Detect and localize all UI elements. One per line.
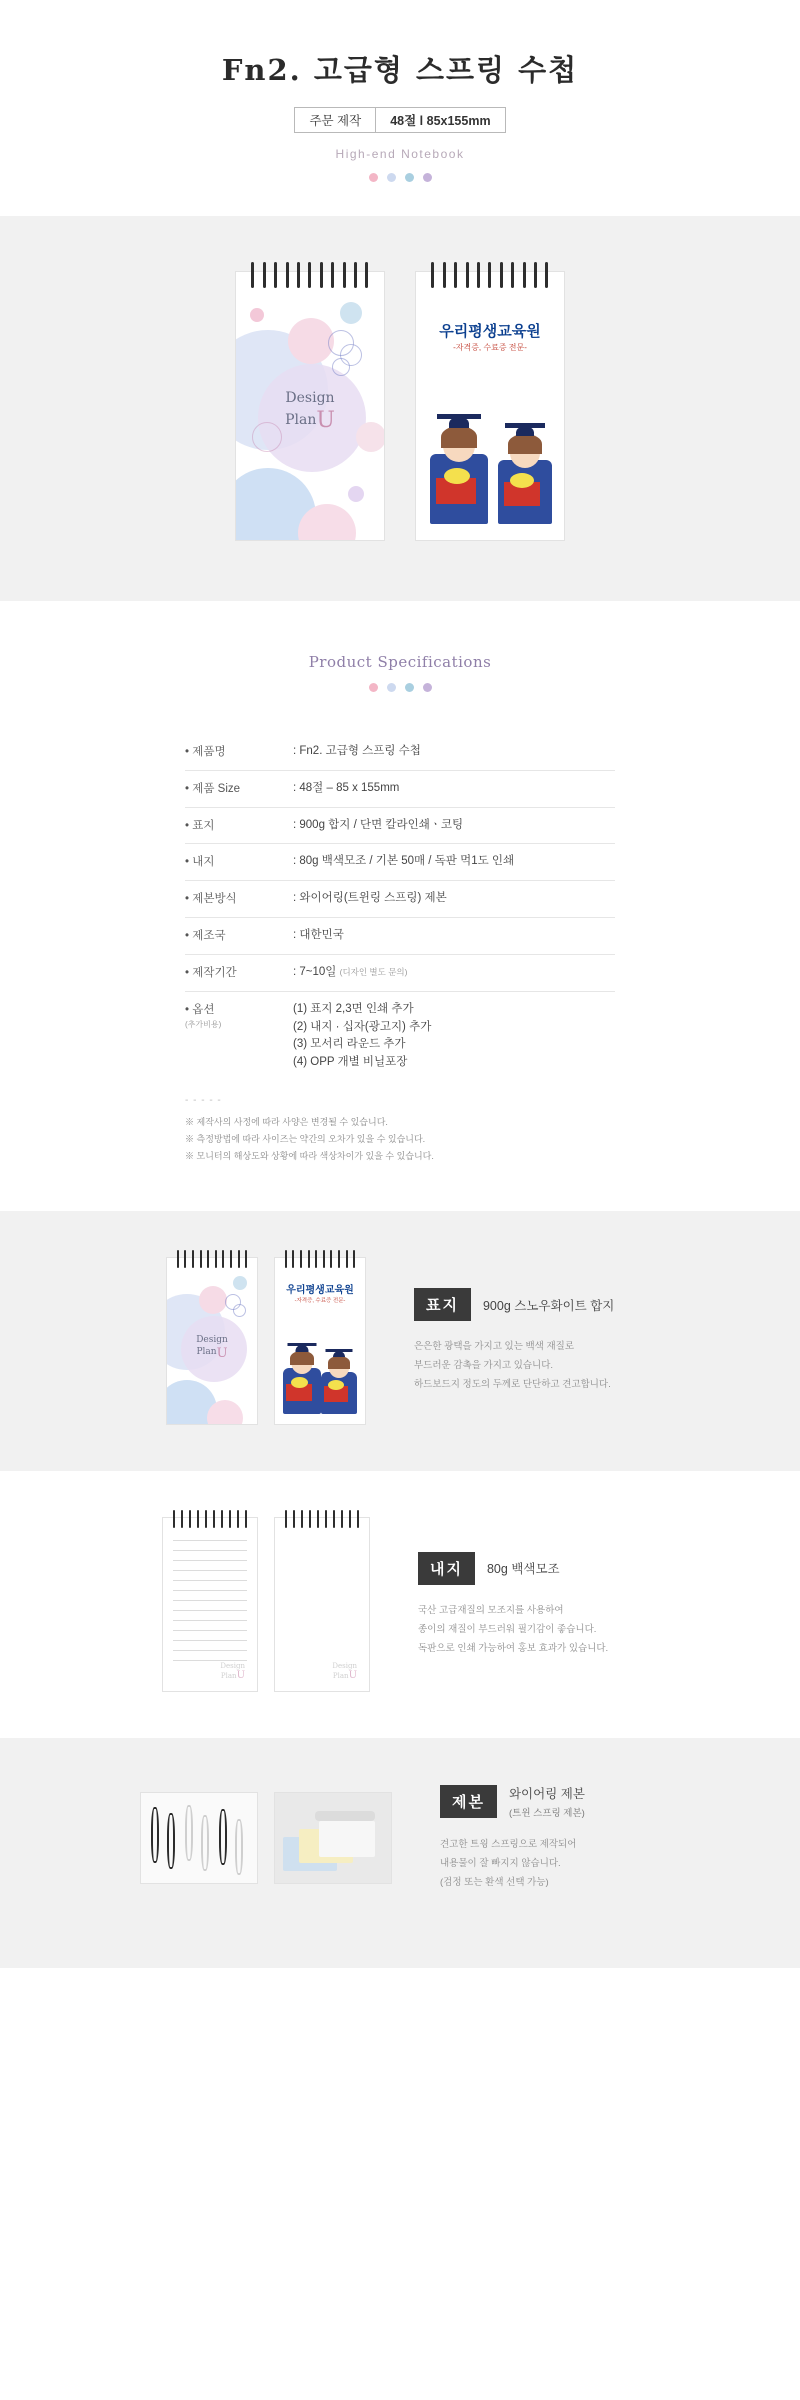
spec-key: • 제품 Size bbox=[185, 782, 241, 795]
pad-coil-top bbox=[315, 1811, 375, 1821]
logo-line-1: Design bbox=[285, 389, 335, 406]
spec-section-title: Product Specifications bbox=[308, 653, 492, 671]
logo-line-2: Plan bbox=[196, 1346, 217, 1357]
desc-line: 내용물이 잘 빠지지 않습니다. bbox=[440, 1858, 561, 1870]
feature-label-text: 와이어링 제본 bbox=[508, 1787, 585, 1802]
table-row bbox=[185, 881, 615, 918]
spec-value: : 48절 – 85 x 155mm bbox=[293, 781, 400, 794]
spec-dots bbox=[0, 683, 800, 692]
dot-2 bbox=[387, 173, 396, 182]
dot-3 bbox=[405, 683, 414, 692]
feature-description bbox=[414, 1337, 634, 1394]
status-badge: 표지 bbox=[414, 1288, 471, 1321]
notebook-inner-blank bbox=[274, 1517, 370, 1692]
spec-key-sub: (추가비용) bbox=[185, 1019, 222, 1029]
dot-1 bbox=[369, 173, 378, 182]
dot-3 bbox=[405, 173, 414, 182]
feature-label bbox=[487, 1559, 560, 1577]
feature-label bbox=[509, 1784, 585, 1819]
footer-spacer bbox=[0, 1938, 800, 1968]
page-watermark bbox=[220, 1663, 245, 1682]
feature-label-small: (트윈 스프링 제본) bbox=[508, 1808, 585, 1820]
inner-page-lined bbox=[162, 1517, 258, 1692]
feature-binding-band bbox=[0, 1738, 800, 1938]
spec-key: • 옵션 (추가비용) bbox=[185, 1001, 293, 1030]
cover-sample-art bbox=[415, 271, 565, 541]
feature-binding-images bbox=[140, 1792, 392, 1884]
note-line: ※ 모니터의 해상도와 상황에 따라 색상차이가 있을 수 있습니다. bbox=[185, 1151, 434, 1162]
spec-key-text: 제품명 bbox=[192, 746, 226, 758]
logo-line-1: Design bbox=[332, 1661, 357, 1670]
feature-binding-text bbox=[440, 1784, 660, 1892]
hero-covers bbox=[0, 216, 800, 601]
table-row bbox=[185, 918, 615, 955]
dot-4 bbox=[423, 173, 432, 182]
spec-pill-right: 48절 l 85x155mm bbox=[390, 114, 491, 128]
dot-2 bbox=[387, 683, 396, 692]
feature-inner-heading bbox=[418, 1552, 638, 1585]
feature-description bbox=[418, 1601, 638, 1658]
cover-design-art bbox=[166, 1257, 258, 1425]
desc-line: 견고한 트윙 스프링으로 제작되어 bbox=[440, 1839, 577, 1851]
spec-value: : 대한민국 bbox=[293, 929, 344, 942]
logo-u: U bbox=[236, 1670, 245, 1682]
desc-line: 국산 고급재질의 모조지를 사용하여 bbox=[418, 1604, 564, 1616]
spec-key-text: 내지 bbox=[192, 856, 215, 869]
table-row bbox=[185, 955, 615, 992]
logo-line-1: Design bbox=[196, 1334, 228, 1345]
desc-line: 은은한 광택을 가지고 있는 백색 재질로 bbox=[414, 1341, 575, 1353]
graduate-illustration bbox=[275, 1323, 365, 1414]
spec-key: • 표지 bbox=[185, 819, 215, 832]
sample-cover-title: 우리평생교육원 bbox=[439, 323, 541, 341]
spec-key: • 제작기간 bbox=[185, 966, 237, 979]
feature-inner-band bbox=[0, 1471, 800, 1738]
desc-line: 독판으로 인쇄 가능하여 홍보 효과가 있습니다. bbox=[418, 1642, 609, 1654]
notebook-inner-lined bbox=[162, 1517, 258, 1692]
desc-line: (검정 또는 환색 선택 가능) bbox=[440, 1877, 549, 1889]
note-line: ※ 측정방법에 따라 사이즈는 약간의 오차가 있을 수 있습니다. bbox=[185, 1134, 426, 1145]
feature-inner-images bbox=[162, 1517, 370, 1692]
cover-sample-art bbox=[274, 1257, 366, 1425]
feature-cover-images bbox=[166, 1257, 366, 1425]
graduate-figure-left bbox=[281, 1330, 323, 1414]
spec-table bbox=[185, 734, 615, 1081]
spec-key: • 내지 bbox=[185, 856, 215, 869]
feature-description bbox=[440, 1835, 660, 1892]
page-watermark bbox=[332, 1663, 357, 1682]
feature-label-text: 900g 스노우화이트 합지 bbox=[482, 1298, 615, 1313]
logo-line-1: Design bbox=[220, 1661, 245, 1670]
feature-inner bbox=[0, 1471, 800, 1738]
design-plan-logo bbox=[236, 390, 384, 435]
feature-label bbox=[483, 1296, 614, 1314]
desc-line: 하드보드지 정도의 두께로 단단하고 견고합니다. bbox=[414, 1379, 611, 1391]
spec-key-text: 표지 bbox=[192, 819, 215, 832]
photo-wire-coils bbox=[140, 1792, 258, 1884]
spec-key-text: 제본방식 bbox=[192, 893, 237, 906]
spec-option-list bbox=[293, 1001, 615, 1072]
spec-value: : 80g 백색모조 / 기본 50매 / 독판 먹1도 인쇄 bbox=[293, 855, 515, 868]
spec-value: : Fn2. 고급형 스프링 수첩 bbox=[293, 745, 421, 757]
header-dots bbox=[0, 173, 800, 182]
graduate-illustration bbox=[416, 377, 564, 524]
note-line: ※ 제작사의 사정에 따라 사양은 변경될 수 있습니다. bbox=[185, 1116, 388, 1127]
graduate-figure-right bbox=[496, 404, 554, 524]
feature-inner-text bbox=[418, 1552, 638, 1658]
feature-binding bbox=[0, 1738, 800, 1938]
sample-cover-subtitle: -자격증, 수료증 전문- bbox=[453, 342, 527, 352]
sample-cover-subtitle: -자격증, 수료증 전문- bbox=[294, 1298, 346, 1305]
table-row bbox=[185, 992, 615, 1081]
pad-white bbox=[319, 1821, 375, 1857]
product-specifications bbox=[0, 601, 800, 1211]
logo-u: U bbox=[348, 1670, 357, 1682]
graduate-figure-right bbox=[319, 1334, 359, 1414]
notebook-design-cover-small bbox=[166, 1257, 258, 1425]
table-row bbox=[185, 734, 615, 771]
spec-value-note: (디자인 별도 문의) bbox=[339, 966, 408, 977]
photo-bound-notebooks bbox=[274, 1792, 392, 1884]
spec-value bbox=[293, 964, 615, 982]
dot-4 bbox=[423, 683, 432, 692]
page-lines bbox=[173, 1540, 247, 1670]
spec-key: • 제본방식 bbox=[185, 893, 237, 906]
status-badge: 내지 bbox=[418, 1552, 475, 1585]
list-item: (2) 내지 · 십자(광고지) 추가 bbox=[293, 1020, 432, 1033]
feature-label-text: 80g 백색모조 bbox=[486, 1562, 560, 1577]
feature-cover-heading bbox=[414, 1288, 634, 1321]
table-row bbox=[185, 771, 615, 808]
page-title: Fn2. 고급형 스프링 수첩 bbox=[221, 53, 579, 87]
spec-key: • 제품명 bbox=[185, 746, 226, 758]
spec-value: : 900g 합지 / 단면 칼라인쇄ㆍ코팅 bbox=[293, 818, 464, 831]
notebook-sample-cover-small bbox=[274, 1257, 366, 1425]
list-item: (3) 모서리 라운드 추가 bbox=[293, 1038, 406, 1051]
page-subtitle: High-end Notebook bbox=[335, 147, 465, 161]
logo-u: U bbox=[316, 408, 335, 434]
spec-pill bbox=[294, 107, 505, 133]
sample-cover-title: 우리평생교육원 bbox=[286, 1285, 354, 1297]
spec-key-text: 제조국 bbox=[192, 930, 226, 943]
feature-cover-band bbox=[0, 1211, 800, 1471]
list-item: (4) OPP 개별 비닐포장 bbox=[293, 1056, 408, 1069]
hero-band bbox=[0, 216, 800, 601]
feature-binding-heading bbox=[440, 1784, 660, 1819]
spec-key-text: 옵션 bbox=[192, 1003, 215, 1016]
table-row bbox=[185, 808, 615, 845]
list-item: (1) 표지 2,3면 인쇄 추가 bbox=[293, 1002, 414, 1015]
desc-line: 부드러운 감촉을 가지고 있습니다. bbox=[414, 1360, 554, 1372]
cover-design-art bbox=[235, 271, 385, 541]
spec-key-text: 제작기간 bbox=[192, 966, 237, 979]
logo-line-2: Plan bbox=[332, 1672, 349, 1681]
dot-1 bbox=[369, 683, 378, 692]
design-plan-logo bbox=[167, 1335, 257, 1363]
spec-band bbox=[0, 601, 800, 1211]
spec-notes bbox=[185, 1114, 615, 1165]
spec-key-text: 제품 Size bbox=[192, 782, 241, 795]
table-row bbox=[185, 844, 615, 881]
spec-pill-left: 주문 제작 bbox=[295, 108, 376, 132]
feature-cover-text bbox=[414, 1288, 634, 1394]
spec-value-text: : 7~10일 bbox=[293, 965, 337, 978]
spec-value: : 와이어링(트윈링 스프링) 제본 bbox=[293, 892, 447, 905]
notebook-design-cover bbox=[235, 271, 385, 541]
spec-key: • 제조국 bbox=[185, 930, 226, 943]
desc-line: 종이의 재질이 부드러워 필기감이 좋습니다. bbox=[418, 1623, 597, 1635]
graduate-figure-left bbox=[428, 396, 490, 524]
logo-u: U bbox=[216, 1345, 228, 1361]
spec-divider: - - - - - bbox=[185, 1094, 222, 1106]
notebook-sample-cover bbox=[415, 271, 565, 541]
page-header bbox=[0, 0, 800, 216]
feature-cover bbox=[0, 1211, 800, 1471]
logo-line-2: Plan bbox=[285, 412, 317, 429]
logo-line-2: Plan bbox=[220, 1672, 237, 1681]
status-badge: 제본 bbox=[440, 1785, 497, 1818]
inner-page-blank bbox=[274, 1517, 370, 1692]
